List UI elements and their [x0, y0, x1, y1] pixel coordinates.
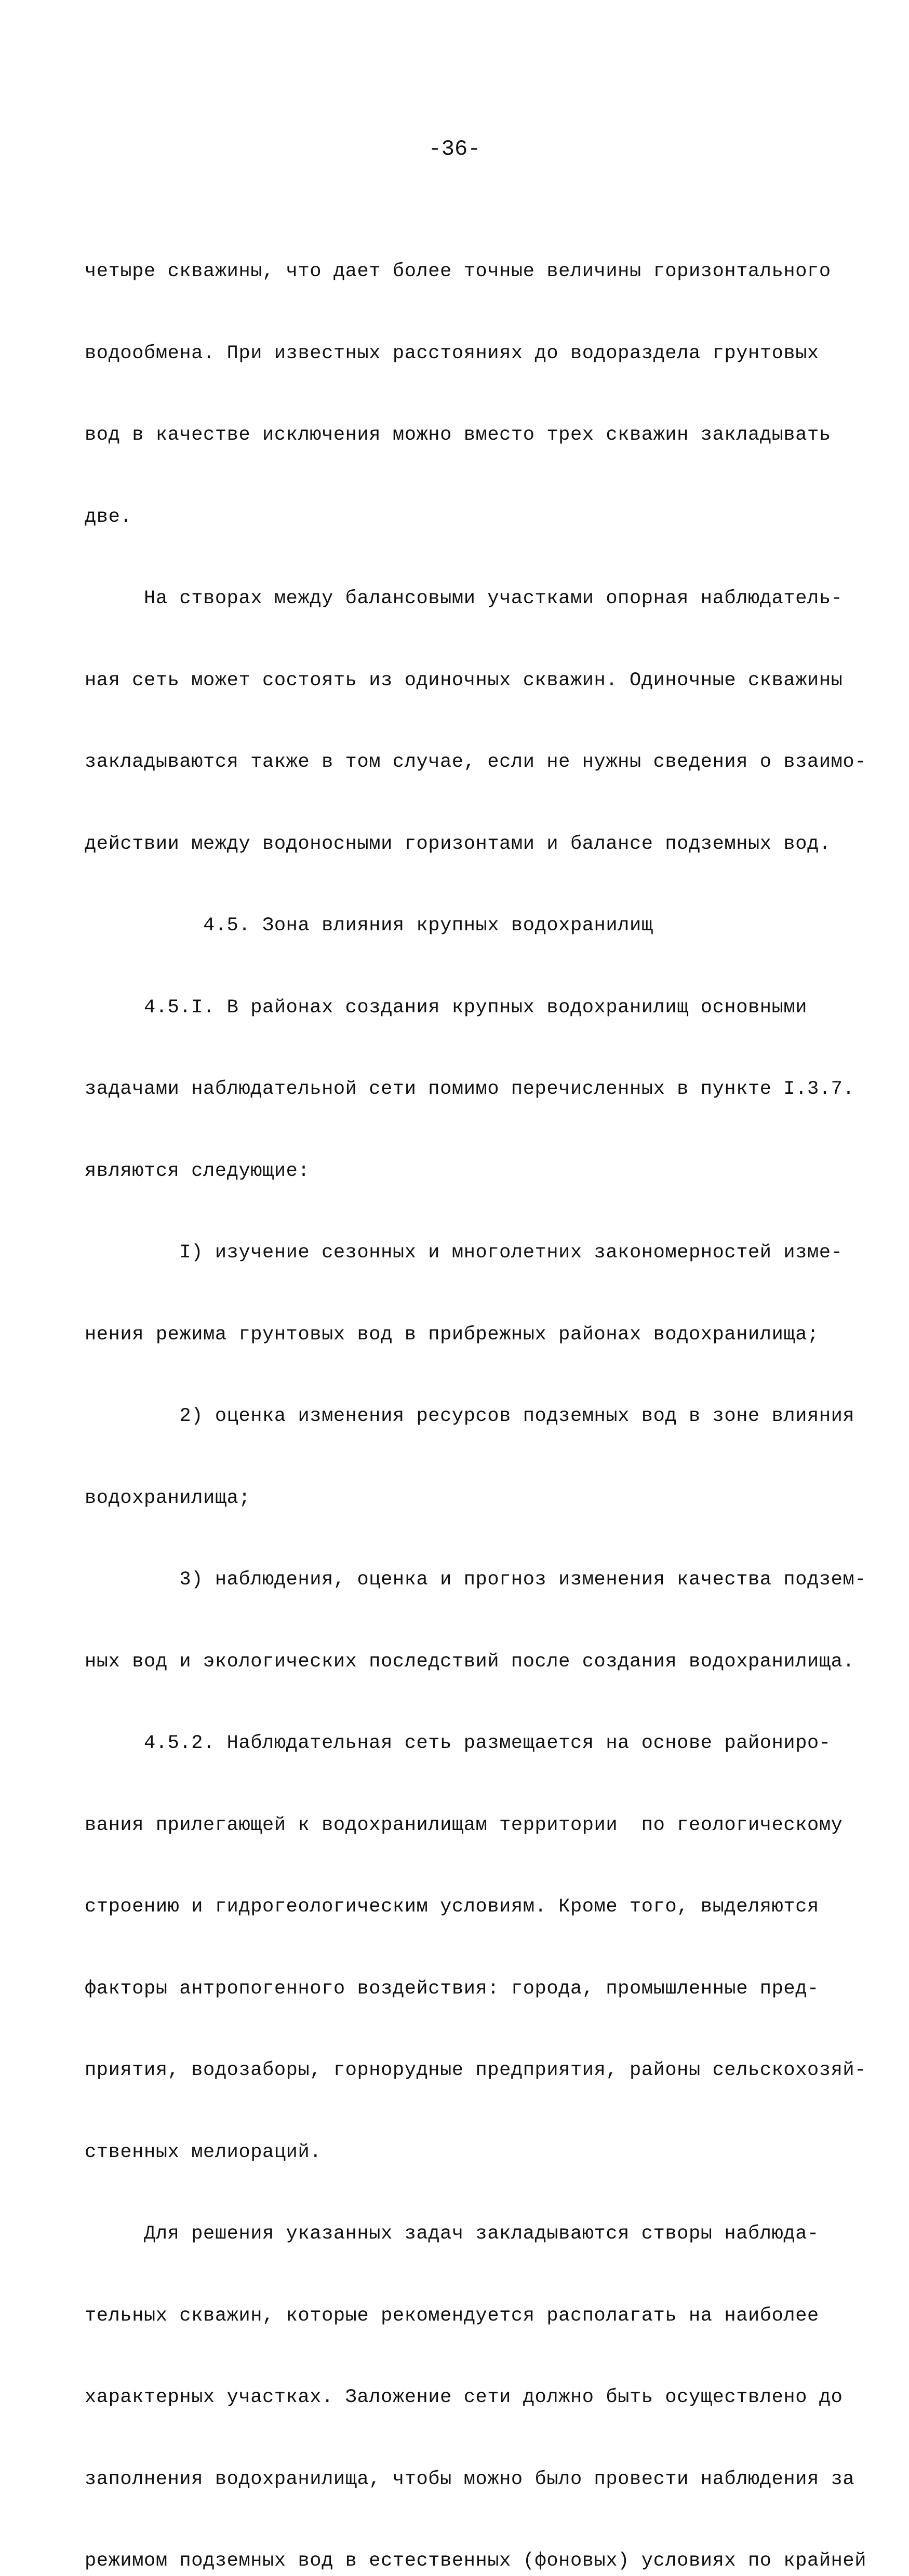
text-line: являются следующие: — [85, 1160, 310, 1182]
text-line: две. — [85, 506, 132, 528]
text-line: действии между водоносными горизонтами и балансе подземных вод. — [85, 833, 831, 855]
text-line: заполнения водохранилища, чтобы можно было провести наблюдения за — [85, 2468, 855, 2490]
text-line: четыре скважины, что дает более точные величины горизонтального — [85, 261, 831, 282]
section-heading: 4.5. Зона влияния крупных водохранилищ — [85, 915, 653, 937]
text-line: приятия, водозаборы, горнорудные предприятия, районы сельскохозяй- — [85, 2059, 867, 2081]
text-line: тельных скважин, которые рекомендуется располагать на наиболее — [85, 2304, 819, 2327]
body-text-top — [85, 204, 867, 2576]
text-line: характерных участках. Заложение сети должно быть осуществлено до — [85, 2387, 843, 2408]
page-number: -36- — [428, 137, 481, 161]
text-line: задачами наблюдательной сети помимо перечисленных в пункте I.3.7. — [85, 1078, 855, 1100]
text-line: строению и гидрогеологическим условиям. Кроме того, выделяются — [85, 1896, 819, 1918]
text-line: 4.5.2. Наблюдательная сеть размещается на основе районирo- — [85, 1732, 831, 1754]
text-line: Для решения указанных задач закладываются створы наблюда- — [85, 2223, 819, 2245]
list-item-line: водохранилища; — [85, 1487, 251, 1509]
text-line: На створах между балансовыми участками опорная наблюдатель- — [85, 588, 843, 609]
text-line: ная сеть может состоять из одиночных скважин. Одиночные скважины — [85, 669, 843, 692]
text-line: вод в качестве исключения можно вместо трех скважин закладывать — [85, 424, 831, 446]
list-item-line: ных вод и экологических последствий после создания водохранилища. — [85, 1650, 855, 1673]
text-line: факторы антропогенного воздействия: города, промышленные пред- — [85, 1977, 819, 2000]
text-line: вания прилегающей к водохранилищам территории по геологическому — [85, 1814, 843, 1836]
list-item-line: нения режима грунтовых вод в прибрежных районах водохранилища; — [85, 1323, 819, 1346]
list-item-line: 3) наблюдения, оценка и прогноз изменения качества подзем- — [85, 1569, 867, 1591]
list-item-line: I) изучение сезонных и многолетних закономерностей изме- — [85, 1242, 843, 1264]
text-line: ственных мелиораций. — [85, 2141, 322, 2163]
text-line: водообмена. При известных расстояниях до водораздела грунтовых — [85, 342, 819, 364]
text-line: режимом подземных вод в естественных (фоновых) условиях по крайней — [85, 2550, 867, 2572]
list-item-line: 2) оценка изменения ресурсов подземных вод в зоне влияния — [85, 1405, 855, 1427]
text-line: закладываются также в том случае, если не нужны сведения о взаимо- — [85, 751, 867, 773]
text-line: 4.5.I. В районах создания крупных водохранилищ основными — [85, 996, 808, 1019]
